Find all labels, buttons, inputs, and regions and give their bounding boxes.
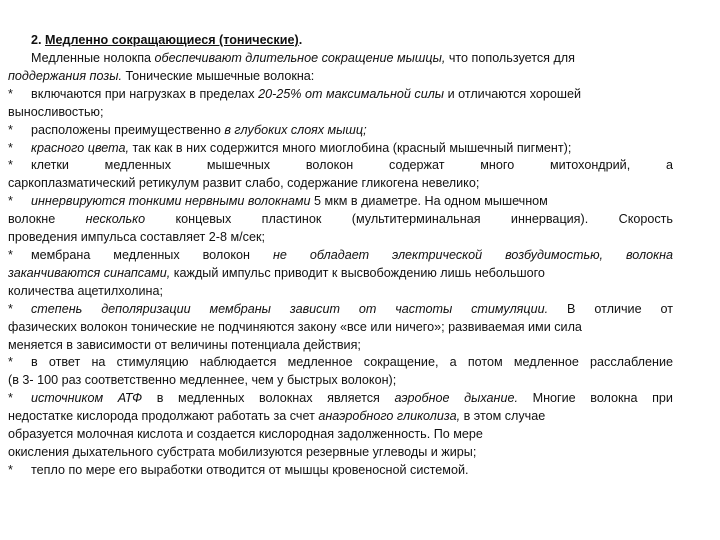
text-span: меняется в зависимости от величины потенциала действия;	[8, 337, 361, 352]
text-span: окисления дыхательного субстрата мобилизуются резервные углеводы и жиры;	[8, 444, 477, 459]
paragraph-line	[8, 68, 673, 86]
text-span: заканчиваются синапсами,	[8, 265, 171, 280]
text-span: (в 3- 100 раз соответственно медленнее, чем у быстрых волокон);	[8, 373, 397, 388]
bullet-marker: *	[8, 301, 13, 316]
paragraph-line	[8, 444, 673, 462]
bullet-line	[8, 301, 673, 319]
text-span: обеспечивают длительное сокращение мышцы,	[154, 51, 446, 65]
text-span: клетки медленных мышечных волокон содержат много митохондрий, а	[31, 158, 673, 173]
document-body	[8, 50, 673, 480]
text-span: фазических волокон тонические не подчиняются закону «все или ничего»; развиваемая ими сила	[8, 319, 582, 334]
text-span: 20-25% от максимальной силы	[258, 86, 445, 101]
section-title: Медленно сокращающиеся (тонические)	[45, 33, 299, 47]
paragraph-line	[8, 319, 673, 337]
text-span: образуется молочная кислота и создается кислородная задолженность. По мере	[8, 427, 483, 442]
text-span: несколько	[85, 212, 146, 227]
bullet-marker: *	[8, 462, 13, 477]
text-span: в этом случае	[460, 409, 546, 424]
text-span: включаются при нагрузках в пределах	[31, 86, 259, 101]
text-span: красного цвета,	[31, 140, 129, 155]
section-number: 2.	[31, 33, 42, 47]
text-span: иннервируются тонкими нервными волокнами	[31, 194, 311, 209]
paragraph-line	[8, 283, 673, 301]
bullet-marker: *	[8, 140, 13, 155]
text-span: Медленные нолокпа	[31, 51, 155, 65]
bullet-line	[8, 462, 673, 480]
text-span: выносливостью;	[8, 104, 104, 119]
paragraph-line	[8, 408, 673, 426]
text-span: анаэробного гликолиза,	[318, 409, 461, 424]
paragraph-line	[8, 104, 673, 122]
paragraph-line	[8, 337, 673, 355]
bullet-line	[8, 390, 673, 408]
text-span: 5 мкм в диаметре. На одном мышечном	[310, 194, 548, 209]
bullet-marker: *	[8, 86, 13, 101]
text-span: количества ацетилхолина;	[8, 283, 163, 298]
text-span: в медленных волокнах является	[142, 391, 395, 406]
bullet-line	[8, 354, 673, 372]
text-span: источником АТФ	[31, 391, 143, 406]
text-span: мембрана медленных волокон	[31, 247, 273, 262]
text-span: расположены преимущественно	[31, 122, 225, 137]
paragraph-line	[8, 372, 673, 390]
bullet-marker: *	[8, 247, 13, 262]
paragraph-line	[8, 265, 673, 283]
text-span: концевых пластинок (мультитерминальная иннервация). Скорость	[145, 212, 673, 227]
text-span: волокне	[8, 212, 86, 227]
text-span: не обладает электрической возбудимостью, волокна	[272, 247, 673, 262]
text-span: поддержания позы.	[8, 68, 122, 83]
text-span: Многие волокна при	[517, 391, 673, 406]
bullet-line	[8, 193, 673, 211]
text-span: В отличие от	[548, 301, 673, 316]
text-span: аэробное дыхание.	[394, 391, 518, 406]
bullet-marker: *	[8, 158, 13, 173]
text-span: саркоплазматический ретикулум развит слабо, содержание гликогена невелико;	[8, 176, 480, 191]
bullet-line	[8, 122, 673, 140]
bullet-line	[8, 157, 673, 175]
section-title-tail: .	[298, 33, 303, 47]
bullet-marker: *	[8, 122, 13, 137]
text-span: и отличаются хорошей	[444, 86, 581, 101]
text-span: Тонические мышечные волокна:	[121, 68, 315, 83]
text-span: что попользуется для	[445, 51, 575, 65]
bullet-line	[8, 86, 673, 104]
paragraph-line	[8, 229, 673, 247]
bullet-line	[8, 140, 673, 158]
text-span: в глубоких слоях мышц;	[224, 122, 367, 137]
bullet-marker: *	[8, 194, 13, 209]
bullet-marker: *	[8, 355, 13, 370]
bullet-marker: *	[8, 391, 13, 406]
bullet-line	[8, 247, 673, 265]
paragraph-line	[8, 426, 673, 444]
section-heading	[31, 32, 302, 50]
text-span: в ответ на стимуляцию наблюдается медленное сокращение, а потом медленное расслабление	[31, 355, 673, 370]
text-span: недостатке кислорода продолжают работать за счет	[8, 409, 319, 424]
paragraph-line	[8, 211, 673, 229]
text-span: так как в них содержится много миоглобина (красный мышечный пигмент);	[128, 140, 572, 155]
paragraph-line	[8, 175, 673, 193]
text-span: тепло по мере его выработки отводится от мышцы кровеносной системой.	[31, 462, 469, 477]
text-span: каждый импульс приводит к высвобождению лишь небольшого	[170, 265, 545, 280]
paragraph-line	[8, 50, 673, 68]
text-span: проведения импульса составляет 2-8 м/сек;	[8, 230, 265, 245]
text-span: степень деполяризации мембраны зависит от частоты стимуляции.	[31, 301, 549, 316]
